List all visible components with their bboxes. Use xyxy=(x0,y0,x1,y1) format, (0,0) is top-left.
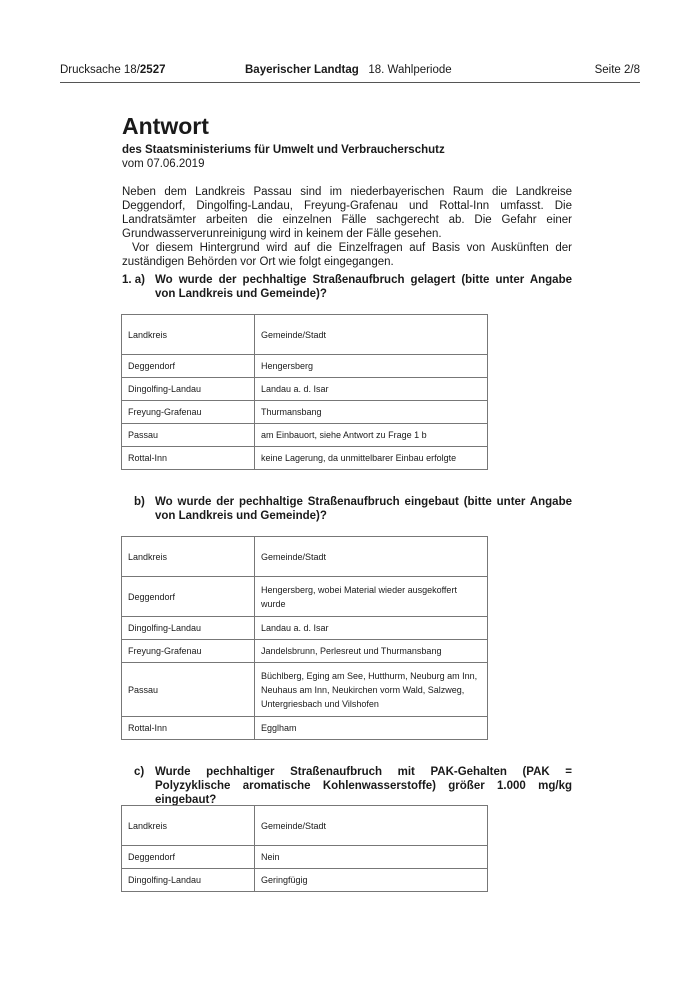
question-text: Wo wurde der pechhaltige Straßenaufbruch gelagert (bitte unter Angabe von Landkreis und Gemeinde)? xyxy=(155,274,572,300)
drucksache-number: 2527 xyxy=(139,64,166,76)
page-number: Seite 2/8 xyxy=(594,64,640,76)
cell-gemeinde: am Einbauort, siehe Antwort zu Frage 1 b xyxy=(255,424,488,447)
table-row xyxy=(122,378,488,401)
table-row xyxy=(122,355,488,378)
cell-gemeinde: Nein xyxy=(255,846,488,869)
table-header-row xyxy=(122,315,488,355)
table-row xyxy=(122,846,488,869)
intro-paragraph: Neben dem Landkreis Passau sind im niederbayerischen Raum die Landkreise Deggendorf, Dingolfing-Landau, Freyung-Grafenau und Rottal-Inn umfasst. Die Landratsämter arbeiten die einzelnen Fälle sachgerecht ab. Die Gefahr einer Grundwasserverunreinigung wird in keinem der Fälle gesehen. xyxy=(122,186,572,240)
table-1b xyxy=(121,536,488,740)
cell-landkreis: Deggendorf xyxy=(122,846,255,869)
question-text: Wo wurde der pechhaltige Straßenaufbruch eingebaut (bitte unter Angabe von Landkreis und Gemeinde)? xyxy=(155,496,572,522)
header-gemeinde: Gemeinde/Stadt xyxy=(255,537,488,577)
table-header-row xyxy=(122,806,488,846)
question-1a xyxy=(122,273,572,301)
question-1b xyxy=(122,495,572,523)
cell-gemeinde: keine Lagerung, da unmittelbarer Einbau erfolgte xyxy=(255,447,488,470)
table-row xyxy=(122,663,488,717)
wahlperiode: 18. Wahlperiode xyxy=(368,64,452,76)
table-1c xyxy=(121,805,488,892)
cell-landkreis: Deggendorf xyxy=(122,577,255,617)
cell-landkreis: Freyung-Grafenau xyxy=(122,640,255,663)
header-gemeinde: Gemeinde/Stadt xyxy=(255,806,488,846)
cell-gemeinde: Geringfügig xyxy=(255,869,488,892)
cell-landkreis: Dingolfing-Landau xyxy=(122,869,255,892)
document-content xyxy=(122,112,572,269)
intro-paragraph-2: Vor diesem Hintergrund wird auf die Einzelfragen auf Basis von Auskünften der zuständigen Behörden vor Ort wie folgt eingegangen. xyxy=(122,242,572,268)
table-1a xyxy=(121,314,488,470)
cell-landkreis: Freyung-Grafenau xyxy=(122,401,255,424)
cell-landkreis: Passau xyxy=(122,663,255,717)
table-row xyxy=(122,577,488,617)
cell-landkreis: Rottal-Inn xyxy=(122,447,255,470)
table-row xyxy=(122,717,488,740)
cell-landkreis: Deggendorf xyxy=(122,355,255,378)
table-row xyxy=(122,869,488,892)
question-text: Wurde pechhaltiger Straßenaufbruch mit PAK-Gehalten (PAK = Polyzyklische aromatische Kohlenwasserstoffe) größer 1.000 mg/kg eingebaut? xyxy=(155,766,572,806)
table-row xyxy=(122,640,488,663)
header-gemeinde: Gemeinde/Stadt xyxy=(255,315,488,355)
cell-landkreis: Dingolfing-Landau xyxy=(122,378,255,401)
cell-gemeinde: Landau a. d. Isar xyxy=(255,378,488,401)
cell-landkreis: Rottal-Inn xyxy=(122,717,255,740)
header-landkreis: Landkreis xyxy=(122,315,255,355)
landtag-name: Bayerischer Landtag xyxy=(245,64,359,76)
question-number: b) xyxy=(134,496,145,508)
cell-gemeinde: Hengersberg, wobei Material wieder ausgekoffert wurde xyxy=(255,577,488,617)
page-header xyxy=(60,62,640,83)
question-1c xyxy=(122,765,572,807)
cell-gemeinde: Büchlberg, Eging am See, Hutthurm, Neuburg am Inn, Neuhaus am Inn, Neukirchen vorm Wald, Salzweg, Untergriesbach und Vilshofen xyxy=(255,663,488,717)
cell-gemeinde: Thurmansbang xyxy=(255,401,488,424)
document-subtitle: des Staatsministeriums für Umwelt und Verbraucherschutz xyxy=(122,144,445,156)
cell-gemeinde: Jandelsbrunn, Perlesreut und Thurmansbang xyxy=(255,640,488,663)
cell-landkreis: Dingolfing-Landau xyxy=(122,617,255,640)
cell-landkreis: Passau xyxy=(122,424,255,447)
table-row xyxy=(122,401,488,424)
header-landkreis: Landkreis xyxy=(122,537,255,577)
table-row xyxy=(122,447,488,470)
table-row xyxy=(122,617,488,640)
question-number: c) xyxy=(134,766,145,778)
landtag-label xyxy=(245,64,452,76)
drucksache-prefix: Drucksache 18/ xyxy=(60,64,140,76)
cell-gemeinde: Hengersberg xyxy=(255,355,488,378)
document-date: vom 07.06.2019 xyxy=(122,158,205,170)
drucksache-label xyxy=(60,64,166,76)
table-row xyxy=(122,424,488,447)
cell-gemeinde: Landau a. d. Isar xyxy=(255,617,488,640)
header-landkreis: Landkreis xyxy=(122,806,255,846)
document-title: Antwort xyxy=(122,113,209,139)
question-number: 1. a) xyxy=(122,274,146,286)
table-header-row xyxy=(122,537,488,577)
cell-gemeinde: Egglham xyxy=(255,717,488,740)
